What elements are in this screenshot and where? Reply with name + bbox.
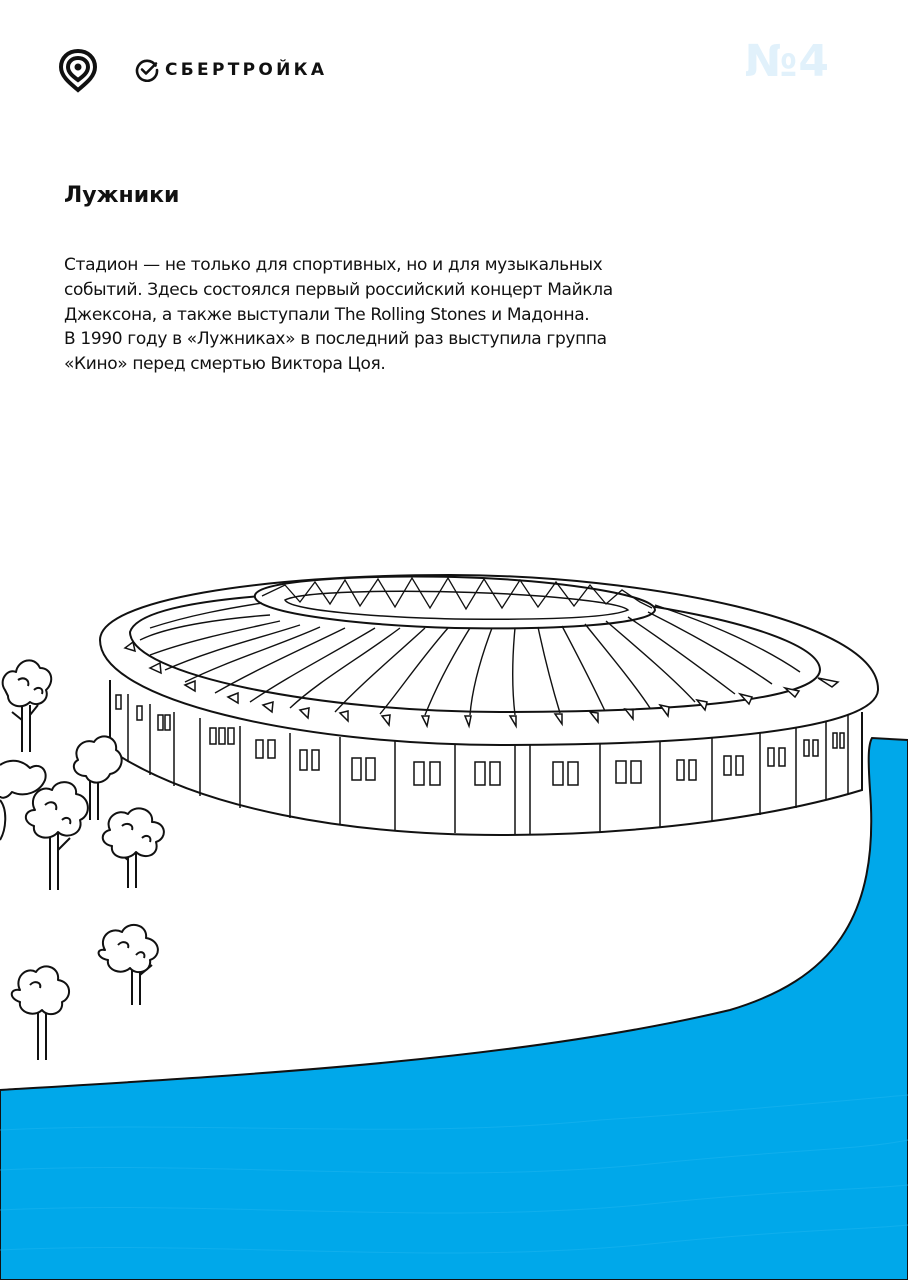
- page-title: Лужники: [64, 183, 180, 208]
- description-text: Стадион — не только для спортивных, но и для музыкальных событий. Здесь состоялся первый российский концерт Майкла Джексона, а также выступали The Rolling Stones и Мадонна. В 1990 году в «Лужниках» в последний раз выступила группа «Кино» перед смертью Виктора Цоя.: [64, 255, 613, 375]
- brand-wordmark: СБЕРТРОЙКА: [165, 60, 328, 80]
- issue-number: №4: [744, 36, 830, 87]
